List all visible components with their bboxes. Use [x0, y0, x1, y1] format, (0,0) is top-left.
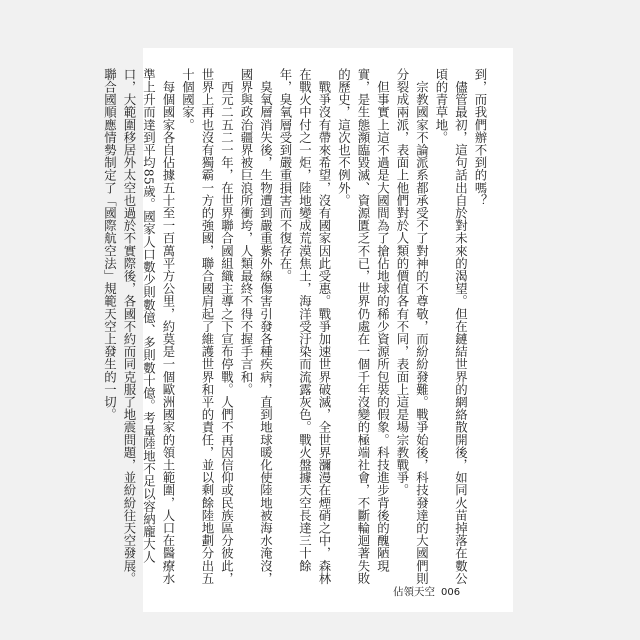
- paragraph: 到，而我們辦不到的嗎？: [473, 68, 488, 207]
- book-page: [102, 48, 513, 612]
- page-number: 006: [441, 587, 461, 598]
- paragraph: 儘管最初，這句話出自於對未來的渴望。但在鏈結世界的網絡散開後，如同火苗掉落在數公頃的青草地。: [434, 68, 469, 585]
- vertical-text-block: [102, 68, 490, 588]
- paragraph: 西元二五二一年，在世界聯合國組織主導之下宣布停戰。人們不再因信仰或民族區分彼此，世界上再也沒有獨霸一方的強國，聯合國肩起了維護世界和平的責任，並以剩餘陸地劃分出五十個國家。: [180, 68, 235, 585]
- paragraph: 但事實上這不過是大國間為了搶佔地球的稀少資源所包裝的假象。科技進步背後的醜陋現實，是生態瀕臨毀滅、資源匱乏不已，世界仍處在一個千年沒變的極端社會，不斷輪迴著失敗的歷史，這次也不例外。: [336, 68, 391, 585]
- running-title: 佔領天空: [393, 586, 435, 598]
- paragraph: 宗教國家不論派系都承受不了對神的不尊敬，而紛紛發難。戰爭始後，科技發達的大國們則分裂成兩派，表面上他們對於人類的價值各有不同，表面上這是場宗教戰爭。: [395, 68, 430, 585]
- paragraph: 每個國家各自佔據五十至一百萬平方公里，約莫是一個歐洲國家的領土範圍，人口在醫療水準上升而達到平均85歲。國家人口數少則數億、多則數十億。考量陸地不足以容納龐大人口，大範圍移居外太空也過於不實際後，各國不約而同克服了地震問題，並紛紛往天空發展。聯合國順應情勢制定了「國際航空法」規範天空上發生的一切。: [102, 68, 176, 585]
- page-footer: [393, 584, 460, 599]
- paragraph: 臭氧層消失後，生物遭到嚴重紫外線傷害引發各種疾病，直到地球暖化使陸地被海水淹沒，國界與政治疆界被巨浪所衝垮，人類最終不得不握手言和。: [239, 68, 274, 585]
- paragraph: 戰爭沒有帶來希望，沒有國家因此受惠。戰爭加速世界破滅，全世界瀰漫在煙硝之中，森林在戰火中付之一炬，陸地變成荒漠焦土，海洋受汙染而流露灰色。戰火盤據天空長達三十餘年，臭氧層受到嚴重損害而不復存在。: [278, 68, 332, 585]
